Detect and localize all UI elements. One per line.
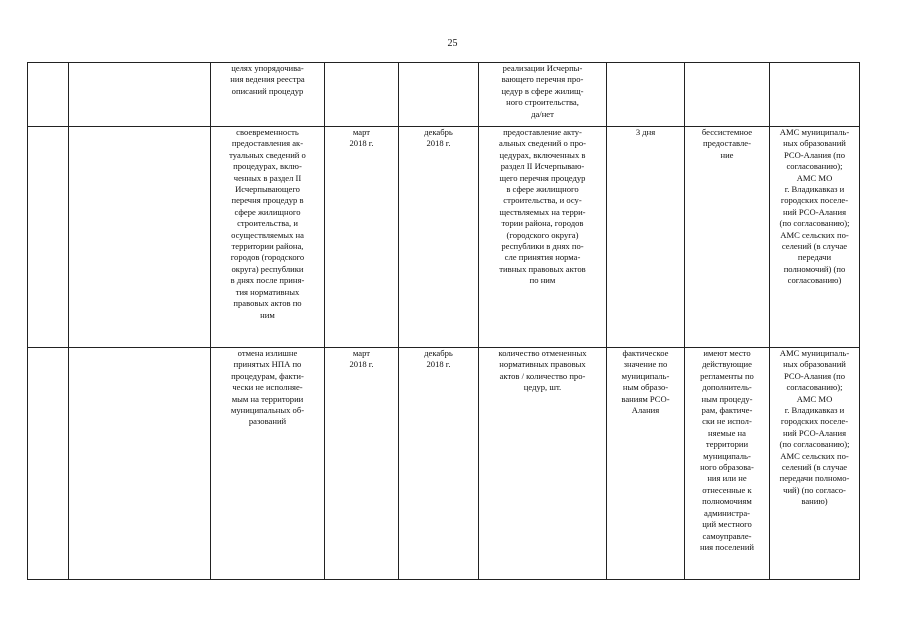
table-cell xyxy=(69,127,211,348)
table-cell xyxy=(685,63,770,127)
table-cell xyxy=(69,63,211,127)
table-cell: АМС муниципаль- ных образований РСО-Алания (по согласованию); АМС МО г. Владикавказ и городских поселе- ний РСО-Алания (по согласованию); АМС сельских по- селений (в случае передачи полномо- чий) (по согласо- ванию) xyxy=(770,348,860,580)
table-cell: декабрь 2018 г. xyxy=(399,127,479,348)
table-cell: имеют место действующие регламенты по дополнитель- ным процеду- рам, фактиче- ски не испол- няемые на территории муниципаль- ного образова- ния или не отнесенные к полномочиям администра- ций местного самоуправле- ния поселений xyxy=(685,348,770,580)
measures-table xyxy=(27,62,860,580)
table-cell xyxy=(28,348,69,580)
table-row xyxy=(28,348,860,580)
table-cell: предоставление акту- альных сведений о про- цедурах, включенных в раздел II Исчерпываю- щего перечня процедур в сфере жилищного строительства, и осу- ществляемых на терри- тории района, городов (городского округа) республики в днях по- сле принятия норма- тивных правовых актов по ним xyxy=(479,127,607,348)
table-cell: 3 дня xyxy=(607,127,685,348)
table-cell: март 2018 г. xyxy=(325,348,399,580)
page-number: 25 xyxy=(447,38,458,49)
table-cell: целях упорядочива- ния ведения реестра описаний процедур xyxy=(211,63,325,127)
table-cell xyxy=(69,348,211,580)
table-cell xyxy=(28,63,69,127)
table-cell xyxy=(325,63,399,127)
table-cell: декабрь 2018 г. xyxy=(399,348,479,580)
table-cell xyxy=(28,127,69,348)
table-cell: АМС муниципаль- ных образований РСО-Алания (по согласованию); АМС МО г. Владикавказ и городских поселе- ний РСО-Алания (по согласованию); АМС сельских по- селений (в случае передачи полномочий) (по согласованию) xyxy=(770,127,860,348)
table-cell: отмена излишне принятых НПА по процедурам, факти- чески не исполняе- мым на территории муниципальных об- разований xyxy=(211,348,325,580)
table-cell: количество отмененных нормативных правовых актов / количество про- цедур, шт. xyxy=(479,348,607,580)
table-cell: своевременность предоставления ак- туальных сведений о процедурах, вклю- ченных в раздел II Исчерпывающего перечня процедур в сфере жилищного строительства, и осуществляемых на территории района, городов (городского округа) республики в днях после приня- тия нормативных правовых актов по ним xyxy=(211,127,325,348)
table-row xyxy=(28,127,860,348)
table-cell: март 2018 г. xyxy=(325,127,399,348)
table-cell: бессистемное предоставле- ние xyxy=(685,127,770,348)
table-cell: фактическое значение по муниципаль- ным образо- ваниям РСО- Алания xyxy=(607,348,685,580)
table-cell xyxy=(770,63,860,127)
table-cell xyxy=(399,63,479,127)
table-row xyxy=(28,63,860,127)
table-cell xyxy=(607,63,685,127)
table-cell: реализации Исчерпы- вающего перечня про- цедур в сфере жилищ- ного строительства, да/нет xyxy=(479,63,607,127)
